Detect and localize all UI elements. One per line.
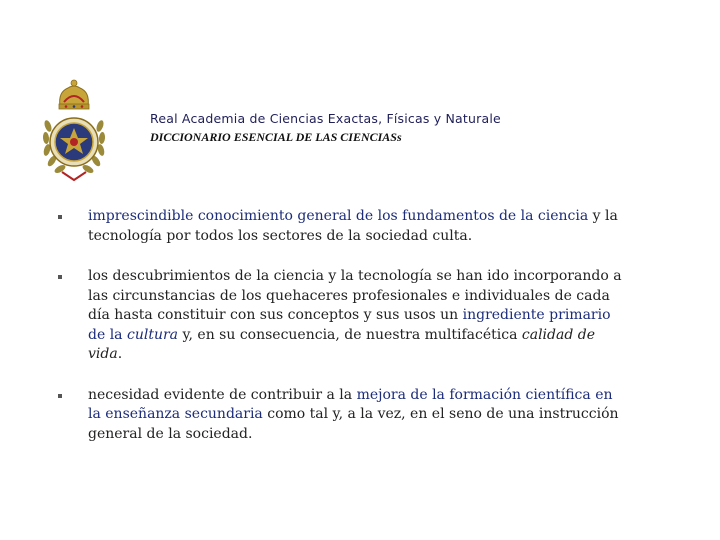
crown-icon — [59, 80, 89, 109]
bullet-text: los descubrimientos de la ciencia y la tecnología se han ido incorporando a las circunstancias de los quehaceres profesionales e individuales de cada día hasta constituir con sus conceptos y sus usos un — [88, 268, 622, 323]
bullet-text: necesidad evidente de contribuir a la — [88, 386, 357, 403]
academy-seal-icon — [38, 76, 110, 182]
square-bullet-icon — [58, 215, 62, 219]
bullet-text: ingrediente primario de la — [88, 307, 611, 343]
square-bullet-icon — [58, 394, 62, 398]
bullet-text: y, en su consecuencia, de nuestra multifacética — [178, 326, 522, 343]
bullet-text: cultura — [126, 326, 179, 343]
bullet-item-1 — [58, 207, 623, 246]
bullet-text: . — [117, 346, 123, 362]
bullet-text: imprescindible conocimiento general de los fundamentos de la ciencia — [88, 208, 589, 224]
bullet-list — [58, 207, 623, 444]
bullet-text: como tal y, a la vez, en el seno de una instrucción general de la sociedad. — [88, 406, 619, 442]
dictionary-title: DICCIONARIO ESENCIAL DE LAS CIENCIASs — [150, 130, 402, 144]
bullet-item-2 — [58, 267, 623, 365]
bullet-text: mejora de la formación científica en la enseñanza secundaria — [88, 386, 613, 422]
bullet-item-3 — [58, 386, 623, 445]
bullet-text: y la tecnología por todos los sectores de la sociedad culta. — [88, 208, 618, 244]
square-bullet-icon — [58, 275, 62, 279]
academy-title: Real Academia de Ciencias Exactas, Físicas y Naturale — [150, 111, 501, 126]
bullet-text: calidad de vida — [88, 326, 596, 362]
header — [150, 111, 550, 144]
